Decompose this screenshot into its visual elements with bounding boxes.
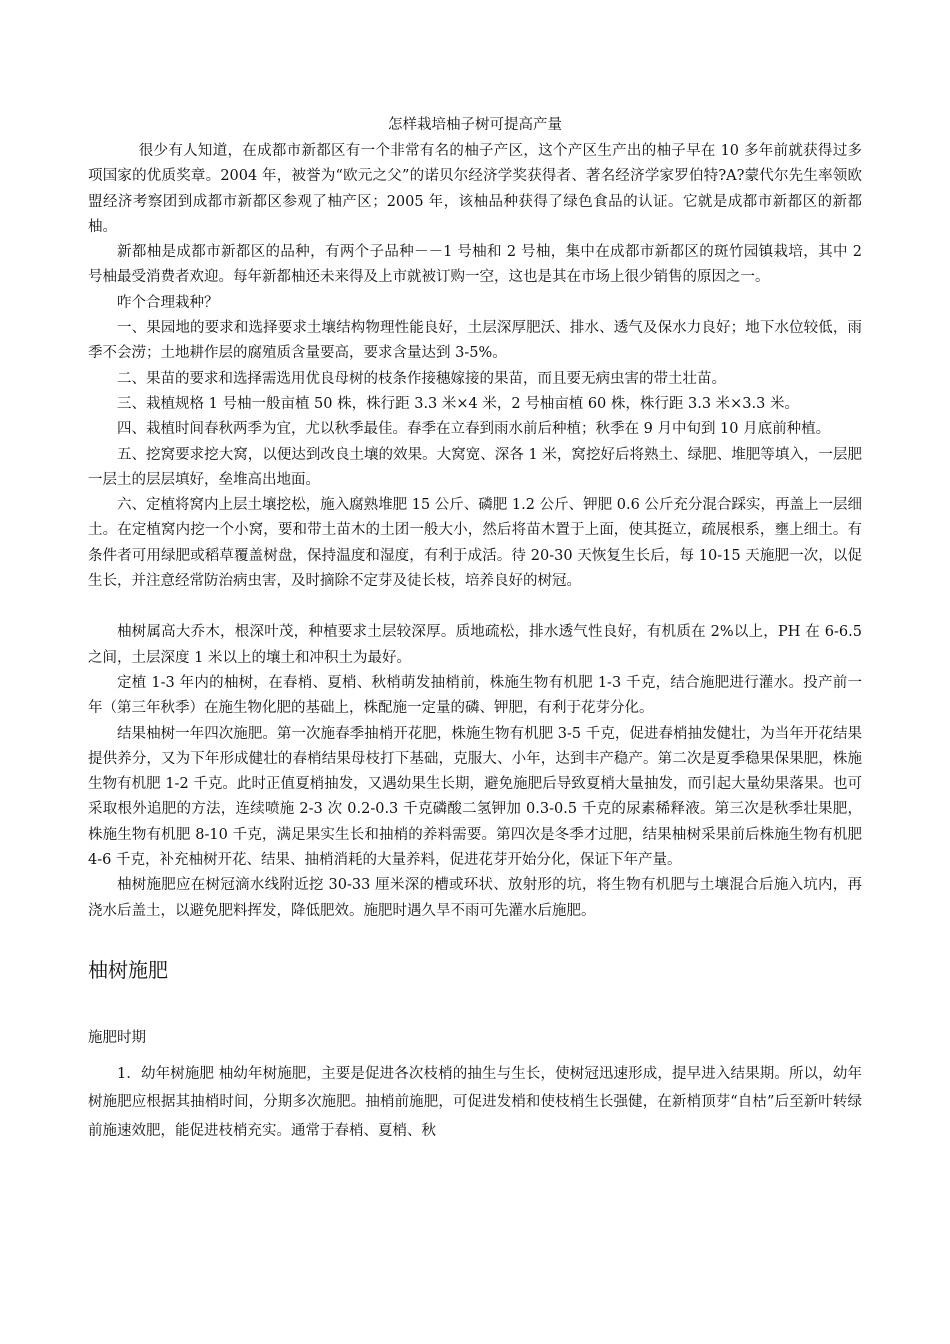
- paragraph-young-fertilize: 定植 1-3 年内的柚树，在春梢、夏梢、秋梢萌发抽梢前，株施生物有机肥 1-3 千克，结合施肥进行灌水。投产前一年（第三年秋季）在施生物化肥的基础上，株配施一定量的磷、钾肥，有利于花芽分化。: [88, 674, 862, 717]
- paragraph-variety: 新都柚是成都市新都区的品种，有两个子品种－－1 号柚和 2 号柚，集中在成都市新都区的斑竹园镇栽培，其中 2 号柚最受消费者欢迎。每年新都柚还未来得及上市就被订购一空，这也是其在市场上很少销售的原因之一。: [88, 244, 862, 286]
- paragraph-intro: 很少有人知道，在成都市新都区有一个非常有名的柚子产区，这个产区生产出的柚子早在 10 多年前就获得过多项国家的优质奖章。2004 年，被誉为“欧元之父”的诺贝尔经济学奖获得者、著名经济学家罗伯特?A?蒙代尔先生率领欧盟经济考察团到成都市新都区参观了柚产区；2005 年，该柚品种获得了绿色食品的认证。它就是成都市新都区的新都柚。: [88, 143, 862, 235]
- paragraph-step-6: 六、定植将窝内上层土壤挖松，施入腐熟堆肥 15 公斤、磷肥 1.2 公斤、钾肥 0.6 公斤充分混合踩实，再盖上一层细土。在定植窝内挖一个小窝，要和带土苗木的土团一般大小，然后将苗木置于上面，使其挺立，疏展根系，壅上细土。有条件者可用绿肥或稻草覆盖树盘，保持温度和湿度，有利于成活。待 20-30 天恢复生长后，每 10-15 天施肥一次，以促生长，并注意经常防治病虫害，及时摘除不定芽及徒长枝，培养良好的树冠。: [88, 497, 862, 590]
- paragraph-step-2: 二、果苗的要求和选择需选用优良母树的枝条作接穗嫁接的果苗，而且要无病虫害的带土壮苗。: [117, 370, 726, 387]
- paragraph-question: 咋个合理栽种？: [117, 294, 219, 311]
- paragraph-young-tree: 1．幼年树施肥 柚幼年树施肥，主要是促进各次枝梢的抽生与生长，使树冠迅速形成，提早进入结果期。所以，幼年树施肥应根据其抽梢时间，分期多次施肥。抽梢前施肥，可促进发梢和使枝梢生长强健，在新梢顶芽“自枯”后至新叶转绿前施速效肥，能促进枝梢充实。通常于春梢、夏梢、秋: [88, 1065, 862, 1139]
- paragraph-step-3: 三、栽植规格 1 号柚一般亩植 50 株，株行距 3.3 米×4 米，2 号柚亩植 60 株，株行距 3.3 米×3.3 米。: [117, 395, 799, 412]
- paragraph-soil: 柚树属高大乔木，根深叶茂，种植要求土层较深厚。质地疏松，排水透气性良好，有机质在 2%以上，PH 在 6-6.5 之间，土层深度 1 米以上的壤土和冲积土为最好。: [88, 624, 862, 666]
- paragraph-fruiting-fertilize: 结果柚树一年四次施肥。第一次施春季抽梢开花肥，株施生物有机肥 3-5 千克，促进春梢抽发健壮，为当年开花结果提供养分，又为下年形成健壮的春梢结果母枝打下基础，克服大、小年，达到丰产稳产。第二次是夏季稳果保果肥，株施生物有机肥 1-2 千克。此时正值夏梢抽发，又遇幼果生长期，避免施肥后导致夏梢大量抽发，而引起大量幼果落果。也可采取根外追肥的方法，连续喷施 2-3 次 0.2-0.3 千克磷酸二氢钾加 0.3-0.5 千克的尿素稀释液。第三次是秋季壮果肥，株施生物有机肥 8-10 千克，满足果实生长和抽梢的养料需要。第四次是冬季才过肥，结果柚树采果前后株施生物有机肥 4-6 千克，补充柚树开花、结果、抽梢消耗的大量养料，促进花芽开始分化，保证下年产量。: [88, 725, 862, 869]
- section-subheading: 施肥时期: [88, 1029, 146, 1046]
- blank-line: [88, 594, 862, 620]
- document-page: [88, 114, 862, 1145]
- section-heading: 柚树施肥: [88, 957, 168, 982]
- document-title: 怎样栽培柚子树可提高产量: [388, 117, 562, 133]
- paragraph-step-1: 一、果园地的要求和选择要求土壤结构物理性能良好，土层深厚肥沃、排水、透气及保水力良好；地下水位较低，雨季不会涝；土地耕作层的腐殖质含量要高，要求含量达到 3-5%。: [88, 320, 862, 362]
- paragraph-step-5: 五、挖窝要求挖大窝，以便达到改良土壤的效果。大窝宽、深各 1 米，窝挖好后将熟土、绿肥、堆肥等填入，一层肥一层土的层层填好，垒堆高出地面。: [88, 446, 862, 488]
- paragraph-step-4: 四、栽植时间春秋两季为宜，尤以秋季最佳。春季在立春到雨水前后种植；秋季在 9 月中旬到 10 月底前种植。: [117, 421, 831, 438]
- paragraph-method: 柚树施肥应在树冠滴水线附近挖 30-33 厘米深的槽或环状、放射形的坑，将生物有机肥与土壤混合后施入坑内，再浇水后盖土，以避免肥料挥发，降低肥效。施肥时遇久旱不雨可先灌水后施肥。: [88, 877, 862, 919]
